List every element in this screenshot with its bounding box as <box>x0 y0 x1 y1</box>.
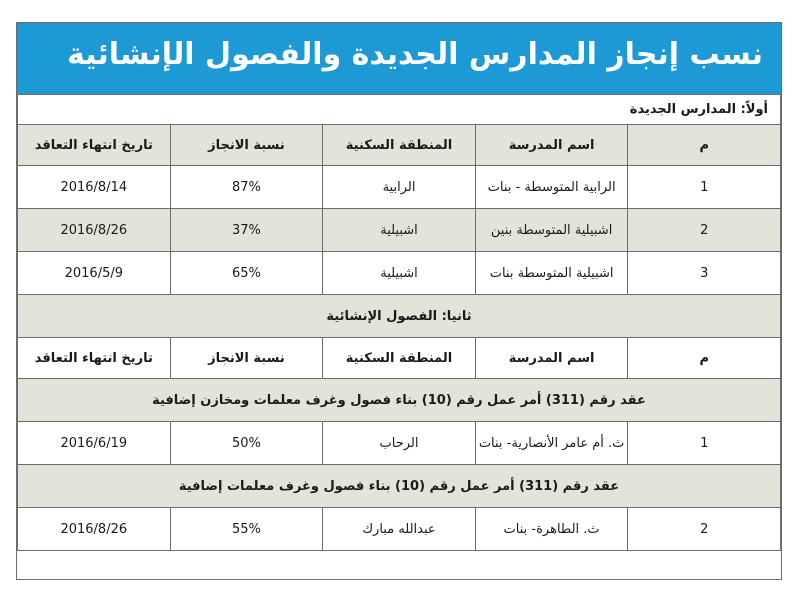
cell-school: اشبيلية المتوسطة بنين <box>475 209 628 252</box>
cell-percent: 50% <box>170 422 323 465</box>
cell-school: ث. أم عامر الأنصارية- بنات <box>475 422 628 465</box>
header-area: المنطقة السكنية <box>323 338 476 379</box>
header-school: اسم المدرسة <box>475 338 628 379</box>
title-bar <box>17 23 781 94</box>
section-classrooms: ثانيا: الفصول الإنشائية <box>18 295 781 338</box>
table-row <box>18 422 781 465</box>
cell-date: 2016/5/9 <box>18 252 171 295</box>
cell-school: اشبيلية المتوسطة بنات <box>475 252 628 295</box>
section-new-schools: أولاً: المدارس الجديدة <box>18 95 781 125</box>
contract-row <box>18 465 781 508</box>
header-percent: نسبة الانجاز <box>170 338 323 379</box>
header-date: تاريخ انتهاء التعاقد <box>18 338 171 379</box>
header-row <box>18 338 781 379</box>
cell-date: 2016/6/19 <box>18 422 171 465</box>
report-table-frame <box>16 22 782 580</box>
cell-percent: 37% <box>170 209 323 252</box>
cell-num: 2 <box>628 508 781 551</box>
cell-school: الرابية المتوسطة - بنات <box>475 166 628 209</box>
cell-num: 3 <box>628 252 781 295</box>
cell-num: 2 <box>628 209 781 252</box>
section-new-schools-row <box>18 95 781 125</box>
header-school: اسم المدرسة <box>475 125 628 166</box>
cell-percent: 65% <box>170 252 323 295</box>
header-area: المنطقة السكنية <box>323 125 476 166</box>
cell-area: عبدالله مبارك <box>323 508 476 551</box>
cell-school: ث. الطاهرة- بنات <box>475 508 628 551</box>
header-date: تاريخ انتهاء التعاقد <box>18 125 171 166</box>
contract-2-label: عقد رقم (311) أمر عمل رقم (10) بناء فصول وغرف معلمات إضافية <box>18 465 781 508</box>
table-row <box>18 166 781 209</box>
cell-area: الرابية <box>323 166 476 209</box>
cell-area: اشبيلية <box>323 209 476 252</box>
header-num: م <box>628 338 781 379</box>
cell-percent: 87% <box>170 166 323 209</box>
header-percent: نسبة الانجاز <box>170 125 323 166</box>
cell-area: اشبيلية <box>323 252 476 295</box>
table-row <box>18 252 781 295</box>
table-row <box>18 209 781 252</box>
cell-num: 1 <box>628 166 781 209</box>
progress-table <box>17 94 781 551</box>
cell-num: 1 <box>628 422 781 465</box>
cell-percent: 55% <box>170 508 323 551</box>
header-num: م <box>628 125 781 166</box>
page-title: نسب إنجاز المدارس الجديدة والفصول الإنشائية <box>67 37 763 72</box>
cell-date: 2016/8/14 <box>18 166 171 209</box>
cell-date: 2016/8/26 <box>18 508 171 551</box>
cell-area: الرحاب <box>323 422 476 465</box>
contract-1-label: عقد رقم (311) أمر عمل رقم (10) بناء فصول وغرف معلمات ومخازن إضافية <box>18 379 781 422</box>
header-row <box>18 125 781 166</box>
cell-date: 2016/8/26 <box>18 209 171 252</box>
table-row <box>18 508 781 551</box>
section-classrooms-row <box>18 295 781 338</box>
contract-row <box>18 379 781 422</box>
